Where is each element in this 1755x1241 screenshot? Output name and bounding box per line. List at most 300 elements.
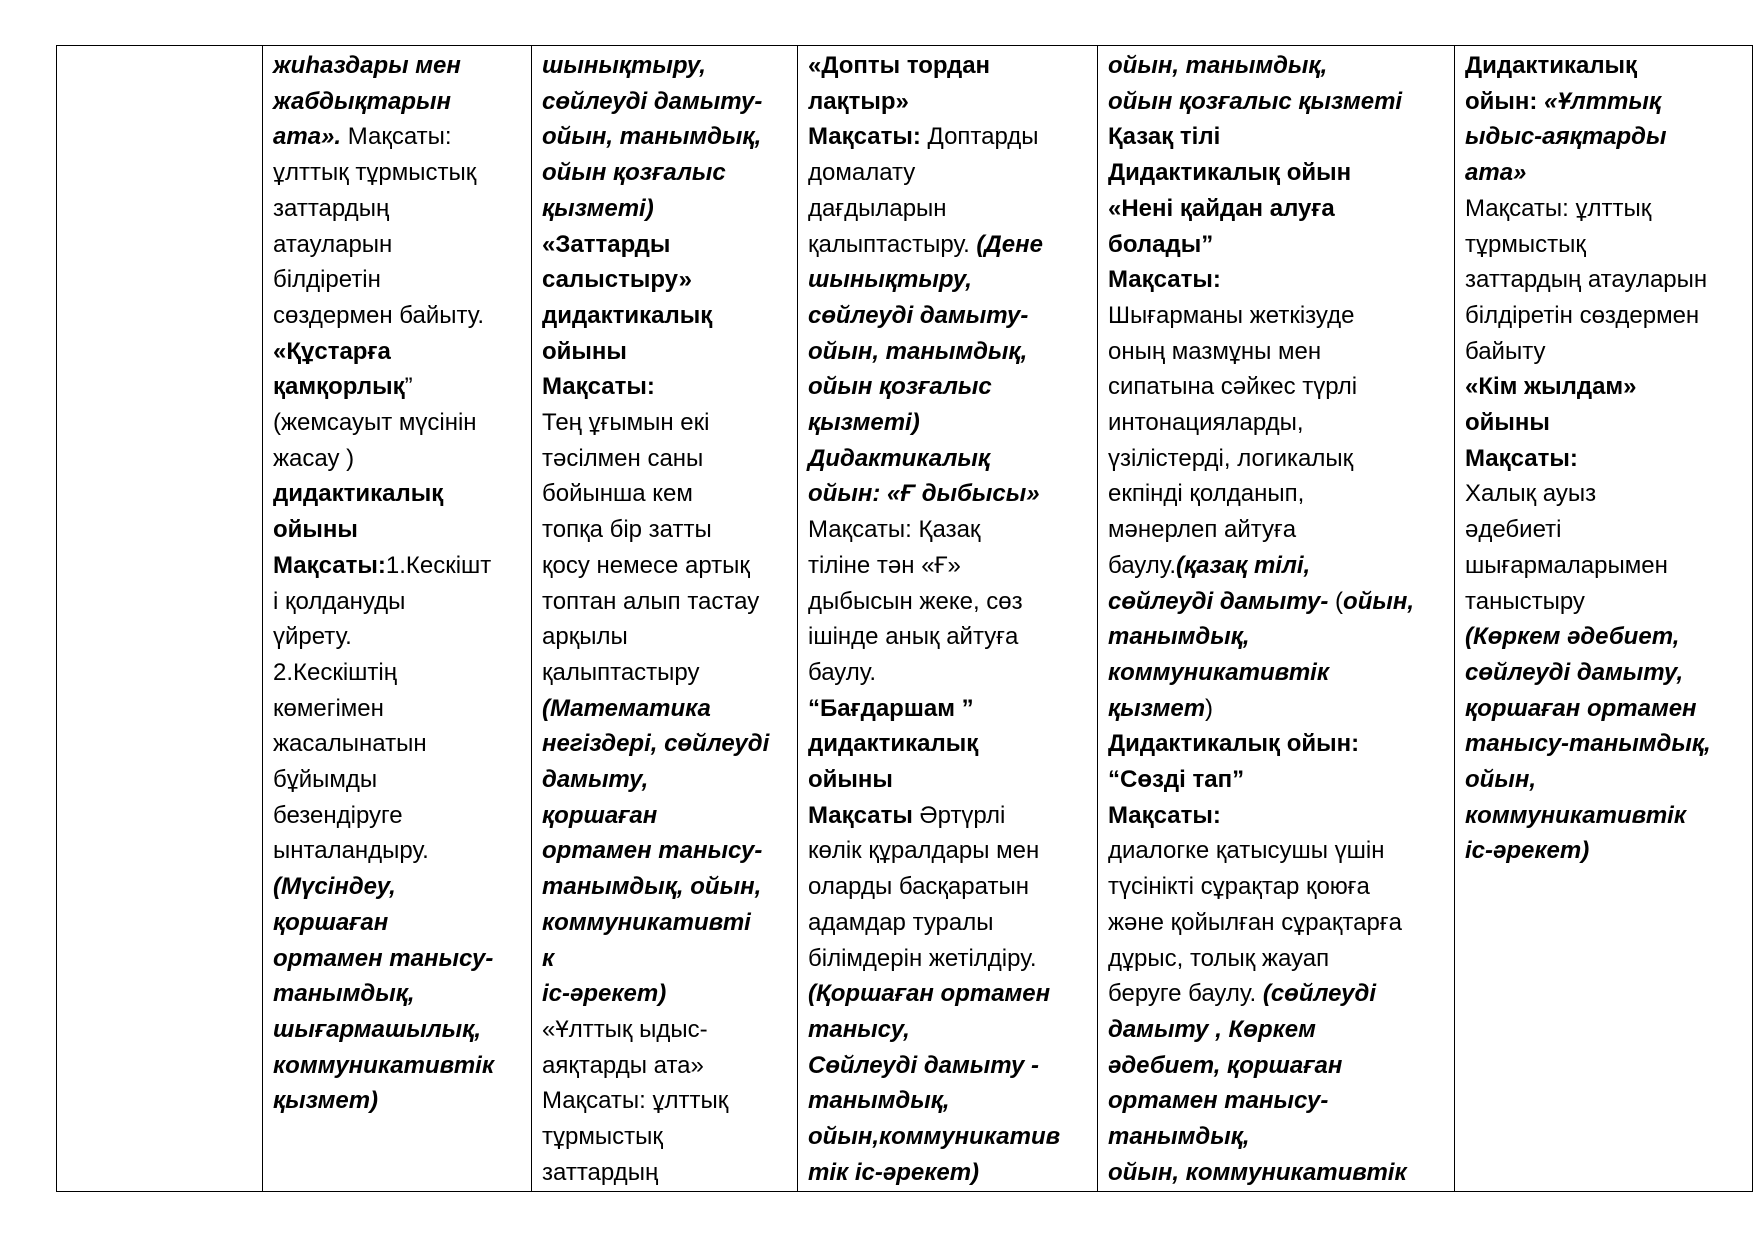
text-segment: тік іс-әрекет) [808, 1158, 980, 1186]
text-line [1108, 869, 1446, 905]
text-line [1108, 762, 1446, 798]
text-segment: көлік құралдары мен [808, 837, 1040, 865]
text-segment: ойын қозғалыс қызметі [1108, 87, 1403, 115]
text-segment: лақтыр» [808, 87, 909, 115]
text-line [808, 476, 1089, 512]
text-segment: Мақсаты: ұлттық [1465, 194, 1652, 222]
text-segment: тұрмыстық [542, 1123, 663, 1151]
text-segment: атауларын [273, 230, 393, 258]
text-segment: салыстыру» [542, 266, 692, 294]
text-segment: дағдыларын [808, 194, 947, 222]
text-line [273, 48, 523, 84]
text-segment: топтан алып тастау [542, 587, 760, 615]
text-segment: қоршаған ортамен [1465, 694, 1697, 722]
text-line [1108, 726, 1446, 762]
text-line [808, 798, 1089, 834]
text-segment: іс-әрекет) [542, 980, 667, 1008]
text-line [808, 262, 1089, 298]
text-line [273, 905, 523, 941]
text-segment: ойын, танымдық, [542, 123, 762, 151]
text-line [273, 227, 523, 263]
text-line [808, 941, 1089, 977]
text-segment: ( [1328, 587, 1344, 615]
text-segment: тәсілмен саны [542, 444, 704, 472]
text-segment: оларды басқаратын [808, 873, 1029, 901]
text-segment: ойын: «Ғ дыбысы» [808, 480, 1040, 508]
text-line [808, 833, 1089, 869]
text-line [1465, 441, 1744, 477]
text-line [1465, 369, 1744, 405]
text-segment: қызмет) [273, 1087, 379, 1115]
text-line [808, 334, 1089, 370]
text-line [273, 619, 523, 655]
text-line [1108, 548, 1446, 584]
text-line [273, 84, 523, 120]
text-segment: ыдыс-аяқтарды [1465, 123, 1667, 151]
text-segment: Мақсаты: [808, 123, 921, 151]
text-line [1465, 833, 1744, 869]
text-line [808, 191, 1089, 227]
text-line [808, 1048, 1089, 1084]
text-segment: дидактикалық [808, 730, 979, 758]
text-segment: білімдерін жетілдіру. [808, 944, 1037, 972]
text-segment: жиһаздары мен [273, 52, 461, 79]
text-line [808, 227, 1089, 263]
text-line [1465, 548, 1744, 584]
text-line [542, 441, 789, 477]
text-line [1108, 619, 1446, 655]
text-segment: шығармаларымен [1465, 551, 1668, 579]
text-line [1465, 191, 1744, 227]
text-segment: ойын,коммуникатив [808, 1123, 1061, 1151]
text-segment: шынықтыру, [542, 52, 706, 79]
text-segment: ) [1205, 694, 1214, 722]
text-segment: коммуникативтік [1465, 801, 1686, 829]
text-segment: Доптарды [920, 123, 1039, 151]
text-segment: және қойылған сұрақтарға [1108, 908, 1402, 936]
text-line [273, 726, 523, 762]
text-segment: ойыны [1465, 409, 1550, 437]
text-segment: Дидактикалық ойын [1108, 159, 1352, 187]
text-segment: екпінді қолданып, [1108, 480, 1305, 508]
text-line [1465, 227, 1744, 263]
text-line [1465, 298, 1744, 334]
text-line [542, 48, 789, 84]
text-segment: (Көркем әдебиет, [1465, 623, 1680, 651]
table-cell-throw-ball [798, 46, 1098, 1192]
text-segment: сипатына сәйкес түрлі [1108, 373, 1358, 401]
text-line [808, 584, 1089, 620]
text-line [542, 905, 789, 941]
text-segment: ата». [273, 123, 342, 151]
text-line [1465, 512, 1744, 548]
text-segment: сөйлеуді дамыту- [808, 301, 1029, 329]
text-line [808, 1012, 1089, 1048]
text-segment: сөйлеуді дамыту- [542, 87, 763, 115]
text-segment: жабдықтарын [273, 87, 452, 115]
text-segment: тұрмыстық [1465, 230, 1586, 258]
text-line [542, 1048, 789, 1084]
text-line [1108, 1048, 1446, 1084]
text-line [1108, 334, 1446, 370]
text-line [1465, 762, 1744, 798]
text-line [1108, 1119, 1446, 1155]
text-line [808, 619, 1089, 655]
text-segment: оның мазмұны мен [1108, 337, 1322, 365]
text-line [1108, 369, 1446, 405]
text-segment: танысу, [808, 1015, 910, 1043]
text-segment: танымдық, [1108, 623, 1250, 651]
text-line [542, 191, 789, 227]
text-segment: (Дене [976, 230, 1043, 258]
table-cell-compare-objects [532, 46, 798, 1192]
text-segment: Шығарманы жеткізуде [1108, 301, 1355, 329]
text-line [273, 584, 523, 620]
text-segment: “Сөзді тап” [1108, 766, 1245, 794]
text-line [273, 155, 523, 191]
text-segment: ойын, [1465, 766, 1536, 794]
text-segment: танымдық, [808, 1087, 950, 1115]
text-segment: көмегімен [273, 694, 384, 722]
table-cell-empty [57, 46, 263, 1192]
text-line [808, 298, 1089, 334]
text-line [542, 655, 789, 691]
text-line [1465, 655, 1744, 691]
text-line [1465, 155, 1744, 191]
text-line [273, 441, 523, 477]
text-segment: ата» [1465, 159, 1527, 187]
text-line [1108, 655, 1446, 691]
text-segment: Мақсаты [808, 801, 913, 829]
text-segment: ойын қозғалыс [808, 373, 992, 401]
text-line [273, 405, 523, 441]
text-line [808, 869, 1089, 905]
text-segment: (сөйлеуді [1262, 980, 1376, 1008]
text-segment: Мақсаты: [542, 373, 655, 401]
text-segment: заттардың [273, 194, 390, 222]
text-segment: топқа бір затты [542, 516, 712, 544]
text-segment: шынықтыру, [808, 266, 972, 294]
text-segment: дидактикалық [542, 301, 713, 329]
text-line [1465, 48, 1744, 84]
text-segment: ойыны [808, 766, 893, 794]
text-segment: іс-әрекет) [1465, 837, 1590, 865]
text-line [273, 476, 523, 512]
text-segment: сөйлеуді дамыту, [1465, 658, 1684, 686]
text-segment: (жемсауыт мүсінін [273, 409, 477, 437]
text-segment: ойын, танымдық, [808, 337, 1028, 365]
text-line [1465, 405, 1744, 441]
text-segment: аяқтарды ата» [542, 1051, 704, 1079]
text-line [542, 512, 789, 548]
text-segment: ортамен танысу- [273, 944, 494, 972]
text-line [1108, 262, 1446, 298]
text-segment: 2.Кескіштің [273, 658, 398, 686]
text-line [273, 119, 523, 155]
text-line [808, 726, 1089, 762]
text-line [1465, 262, 1744, 298]
text-line [1465, 798, 1744, 834]
text-segment: Мақсаты: [341, 123, 452, 151]
text-line [542, 548, 789, 584]
text-line [273, 941, 523, 977]
text-line [808, 512, 1089, 548]
text-line [542, 798, 789, 834]
text-segment: негіздері, сөйлеуді [542, 730, 770, 758]
text-segment: Қазақ тілі [1108, 123, 1221, 151]
text-segment: ойын, [1343, 587, 1415, 615]
text-line [273, 369, 523, 405]
text-line [542, 833, 789, 869]
text-line [1108, 941, 1446, 977]
text-segment: ойын қозғалыс [542, 159, 726, 187]
text-segment: безендіруге [273, 801, 403, 829]
text-line [1465, 476, 1744, 512]
text-segment: «Ұлттық ыдыс- [542, 1015, 708, 1043]
text-segment: «Құстарға [273, 337, 391, 365]
text-segment: ынталандыру. [273, 837, 429, 865]
text-line [1108, 691, 1446, 727]
text-segment: Мақсаты: ұлттық [542, 1087, 729, 1115]
text-segment: і қолдануды [273, 587, 406, 615]
text-line [542, 726, 789, 762]
text-line [1465, 84, 1744, 120]
text-segment: қоршаған [273, 908, 389, 936]
text-line [273, 1048, 523, 1084]
text-segment: (Қоршаған ортамен [808, 980, 1051, 1008]
text-line [273, 869, 523, 905]
text-segment: дамыту, [542, 766, 649, 794]
text-line [808, 655, 1089, 691]
text-segment: ортамен танысу- [542, 837, 763, 865]
text-line [542, 227, 789, 263]
text-segment: ойын, танымдық, [1108, 52, 1328, 79]
text-segment: жасалынатын [273, 730, 427, 758]
table-cell-kazakh-language [1098, 46, 1455, 1192]
text-line [1108, 833, 1446, 869]
text-segment: дұрыс, толық жауап [1108, 944, 1330, 972]
text-segment: заттардың [542, 1158, 659, 1186]
text-segment: қалыптастыру. [808, 230, 977, 258]
text-line [1108, 48, 1446, 84]
text-line [1108, 1083, 1446, 1119]
text-segment: дыбысын жеке, сөз [808, 587, 1023, 615]
text-line [1465, 584, 1744, 620]
text-segment: болады” [1108, 230, 1214, 258]
text-line [542, 119, 789, 155]
text-line [1108, 441, 1446, 477]
text-segment: қамқорлық [273, 373, 405, 401]
text-segment: адамдар туралы [808, 908, 994, 936]
text-segment: ойын: [1465, 87, 1545, 115]
text-line [1108, 476, 1446, 512]
text-segment: әдебиеті [1465, 516, 1562, 544]
text-segment: қызмет [1108, 694, 1206, 722]
text-segment: «Кім жылдам» [1465, 373, 1637, 401]
text-segment: Мақсаты: [1108, 266, 1221, 294]
text-line [808, 976, 1089, 1012]
text-line [1465, 726, 1744, 762]
text-line [542, 584, 789, 620]
text-line [542, 976, 789, 1012]
text-segment: мәнерлеп айтуға [1108, 516, 1297, 544]
text-line [273, 691, 523, 727]
text-line [1108, 976, 1446, 1012]
text-segment: Мақсаты: Қазақ [808, 516, 981, 544]
text-line [542, 762, 789, 798]
text-line [1108, 584, 1446, 620]
text-segment: коммуникативтік [273, 1051, 494, 1079]
text-line [273, 512, 523, 548]
text-line [1108, 119, 1446, 155]
text-segment: «Нені қайдан алуға [1108, 194, 1335, 222]
text-line [1108, 155, 1446, 191]
text-segment: Мақсаты: [1465, 444, 1578, 472]
text-segment: бойынша кем [542, 480, 693, 508]
text-segment: сөйлеуді дамыту- [1108, 587, 1329, 615]
text-segment: к [542, 944, 555, 972]
text-line [808, 691, 1089, 727]
text-segment: “Бағдаршам ” [808, 694, 974, 722]
text-segment: танымдық, ойын, [542, 873, 762, 901]
text-segment: бұйымды [273, 766, 378, 794]
text-segment: Дидактикалық [1465, 52, 1638, 79]
text-segment: танымдық, [273, 980, 415, 1008]
text-segment: Әртүрлі [912, 801, 1006, 829]
text-line [1465, 119, 1744, 155]
text-line [808, 84, 1089, 120]
text-line [542, 691, 789, 727]
text-segment: (Математика [542, 694, 711, 722]
text-line [1465, 691, 1744, 727]
text-line [1465, 619, 1744, 655]
text-segment: білдіретін [273, 266, 381, 294]
text-line [542, 941, 789, 977]
text-segment: үйрету. [273, 623, 352, 651]
text-segment: шығармашылық, [273, 1015, 481, 1043]
text-line [273, 976, 523, 1012]
text-segment: 1.Кескішт [385, 551, 492, 579]
text-line [273, 334, 523, 370]
lesson-plan-table [56, 45, 1753, 1192]
text-segment: беруге баулу. [1108, 980, 1263, 1008]
text-line [808, 762, 1089, 798]
text-line [808, 1083, 1089, 1119]
text-line [542, 1119, 789, 1155]
text-line [542, 1012, 789, 1048]
text-segment: білдіретін сөздермен [1465, 301, 1700, 329]
text-segment: қызметі) [542, 194, 654, 222]
text-segment: дидактикалық [273, 480, 444, 508]
text-line [1108, 405, 1446, 441]
text-segment: ойыны [273, 516, 358, 544]
text-line [542, 84, 789, 120]
text-segment: (қазақ тілі, [1176, 551, 1311, 579]
text-line [1108, 84, 1446, 120]
text-line [273, 798, 523, 834]
text-segment: қосу немесе артық [542, 551, 750, 579]
text-segment: үзілістерді, логикалық [1108, 444, 1354, 472]
text-line [542, 1155, 789, 1191]
text-line [273, 1012, 523, 1048]
text-segment: (Мүсіндеу, [273, 873, 396, 901]
text-segment: тіліне тән «Ғ» [808, 551, 961, 579]
text-line [542, 155, 789, 191]
text-segment: Тең ұғымын екі [542, 409, 710, 437]
text-line [273, 298, 523, 334]
text-segment: «Допты тордан [808, 52, 991, 79]
text-segment: таныстыру [1465, 587, 1585, 615]
text-segment: домалату [808, 159, 916, 187]
text-segment: Дидактикалық ойын: [1108, 730, 1360, 758]
text-segment: танысу-танымдық, [1465, 730, 1711, 758]
text-line [1108, 905, 1446, 941]
text-line [273, 762, 523, 798]
text-segment: қоршаған [542, 801, 658, 829]
text-line [808, 1155, 1089, 1191]
text-segment: арқылы [542, 623, 628, 651]
text-segment: жасау ) [273, 444, 355, 472]
text-line [1108, 798, 1446, 834]
text-segment: интонацияларды, [1108, 409, 1304, 437]
table-cell-who-is-fast [1455, 46, 1753, 1192]
text-segment: Халық ауыз [1465, 480, 1597, 508]
text-line [1108, 512, 1446, 548]
text-line [542, 298, 789, 334]
text-line [273, 262, 523, 298]
text-segment: қалыптастыру [542, 658, 700, 686]
text-line [1465, 334, 1744, 370]
text-line [542, 369, 789, 405]
text-segment: ойын, коммуникативтік [1108, 1158, 1407, 1186]
text-line [273, 191, 523, 227]
text-segment: диалогке қатысушы үшін [1108, 837, 1385, 865]
text-segment: қызметі) [808, 409, 920, 437]
text-segment: «Заттарды [542, 230, 671, 258]
text-segment: дамыту , Көркем [1108, 1015, 1316, 1043]
text-line [1108, 1012, 1446, 1048]
text-segment: ортамен танысу- [1108, 1087, 1329, 1115]
text-segment: заттардың атауларын [1465, 266, 1708, 294]
text-line [808, 155, 1089, 191]
text-segment: сөздермен байыту. [273, 301, 485, 329]
text-line [808, 1119, 1089, 1155]
text-line [542, 334, 789, 370]
text-segment: ішінде анық айтуға [808, 623, 1019, 651]
text-line [542, 405, 789, 441]
text-segment: әдебиет, қоршаған [1108, 1051, 1343, 1079]
text-segment: «Ұлттық [1544, 87, 1662, 115]
text-line [542, 476, 789, 512]
text-segment: танымдық, [1108, 1123, 1250, 1151]
table-row [57, 46, 1753, 1192]
text-line [273, 1083, 523, 1119]
text-segment: коммуникативті [542, 908, 751, 936]
text-line [542, 869, 789, 905]
text-segment: ойыны [542, 337, 627, 365]
text-segment: түсінікті сұрақтар қоюға [1108, 873, 1370, 901]
text-line [273, 833, 523, 869]
text-line [808, 405, 1089, 441]
text-segment: баулу. [808, 658, 877, 686]
text-line [808, 48, 1089, 84]
text-line [542, 1083, 789, 1119]
text-segment: байыту [1465, 337, 1546, 365]
text-line [1108, 191, 1446, 227]
text-line [808, 548, 1089, 584]
text-segment: баулу. [1108, 551, 1177, 579]
text-segment: Сөйлеуді дамыту - [808, 1051, 1039, 1079]
